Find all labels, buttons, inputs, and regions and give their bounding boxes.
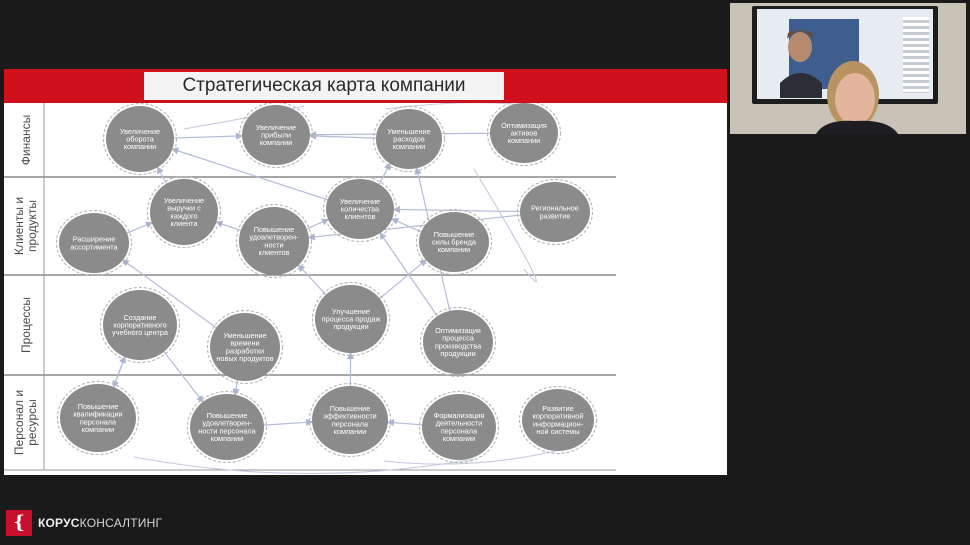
node-label: учебного центра xyxy=(112,328,168,338)
node-label: каждого xyxy=(170,211,198,221)
node-label: ной системы xyxy=(536,426,580,436)
company-logo xyxy=(6,510,206,538)
node-label: Повышение xyxy=(253,225,295,235)
node-label: удовлетворен- xyxy=(249,232,299,242)
presentation-slide xyxy=(4,69,727,475)
node-label: расходов xyxy=(393,134,425,144)
node-label: компании xyxy=(392,142,426,152)
node-label: процесса xyxy=(442,333,474,343)
node-label: корпоративной xyxy=(532,411,584,421)
node-label: компании xyxy=(507,136,541,146)
node-label: клиентов xyxy=(344,212,376,222)
lane-label: Клиенты ипродукты xyxy=(12,196,39,256)
node-label: силы бренда xyxy=(432,237,476,247)
node-label: Уменьшение xyxy=(387,126,431,136)
node-label: новых продуктов xyxy=(216,353,274,363)
node-label: персонала xyxy=(440,426,478,436)
node-label: ассортимента xyxy=(70,242,118,252)
node-label: корпоративного xyxy=(113,320,167,330)
node-label: Формализация xyxy=(433,411,485,421)
node-label: производства xyxy=(434,341,482,351)
lane-label: Процессы xyxy=(19,296,33,354)
node-label: компании xyxy=(259,138,293,148)
node-label: компании xyxy=(210,433,244,443)
strategy-map-diagram xyxy=(4,69,727,475)
node-label: активов xyxy=(510,128,538,138)
node-label: развитие xyxy=(539,211,571,221)
webcam-video xyxy=(730,3,966,134)
slide-title: Стратегическая карта компании xyxy=(182,75,466,96)
node-label: процесса продаж xyxy=(321,314,381,324)
node-label: Улучшение xyxy=(332,306,370,316)
node-label: разработки xyxy=(225,346,265,356)
node-label: Оптимизация xyxy=(435,326,481,336)
node-label: Увеличение xyxy=(339,196,381,206)
node-label: Оптимизация xyxy=(501,120,547,130)
lane-label: Финансы xyxy=(19,114,33,166)
node-label: клиента xyxy=(170,218,198,228)
node-label: компании xyxy=(81,424,115,434)
node-label: персонала xyxy=(79,417,117,427)
node-label: Увеличение xyxy=(163,196,205,206)
node-label: продукции xyxy=(440,348,476,358)
node-label: Повышение xyxy=(77,402,119,412)
node-label: времени xyxy=(230,338,260,348)
node-label: эффективности xyxy=(323,411,377,421)
node-label: продукции xyxy=(333,322,369,332)
node-label: Расширение xyxy=(72,234,116,244)
node-label: Повышение xyxy=(206,411,248,421)
node-label: Развитие xyxy=(542,404,574,414)
node-label: прибыли xyxy=(261,130,291,140)
node-label: ности персонала xyxy=(198,426,256,436)
logo-wordmark: КОРУСКОНСАЛТИНГ xyxy=(38,516,163,530)
node-label: компании xyxy=(123,142,157,152)
node-label: Уменьшение xyxy=(223,331,267,341)
node-label: компании xyxy=(442,433,476,443)
node-label: деятельности xyxy=(435,418,483,428)
node-label: Повышение xyxy=(329,404,371,414)
node-label: персонала xyxy=(331,419,369,429)
node-label: клиентов xyxy=(258,247,290,257)
node-label: компании xyxy=(437,245,471,255)
webcam-people xyxy=(730,3,966,134)
node-label: количества xyxy=(340,204,380,214)
node-label: информацион- xyxy=(532,419,584,429)
node-label: квалификации xyxy=(73,409,123,419)
node-label: выручки с xyxy=(167,203,201,213)
node-label: Создание xyxy=(123,312,157,322)
node-label: ности xyxy=(264,240,284,250)
node-label: Увеличение xyxy=(255,122,297,132)
node-label: Увеличение xyxy=(119,126,161,136)
node-label: Повышение xyxy=(433,229,475,239)
node-label: Региональное xyxy=(531,203,579,213)
node-label: оборота xyxy=(126,134,154,144)
node-label: компании xyxy=(333,426,367,436)
lane-label: Персонал иресурсы xyxy=(12,389,39,456)
node-label: удовлетворен- xyxy=(202,418,252,428)
strategy-node-costs xyxy=(374,107,445,172)
logo-mark: { xyxy=(6,510,32,536)
